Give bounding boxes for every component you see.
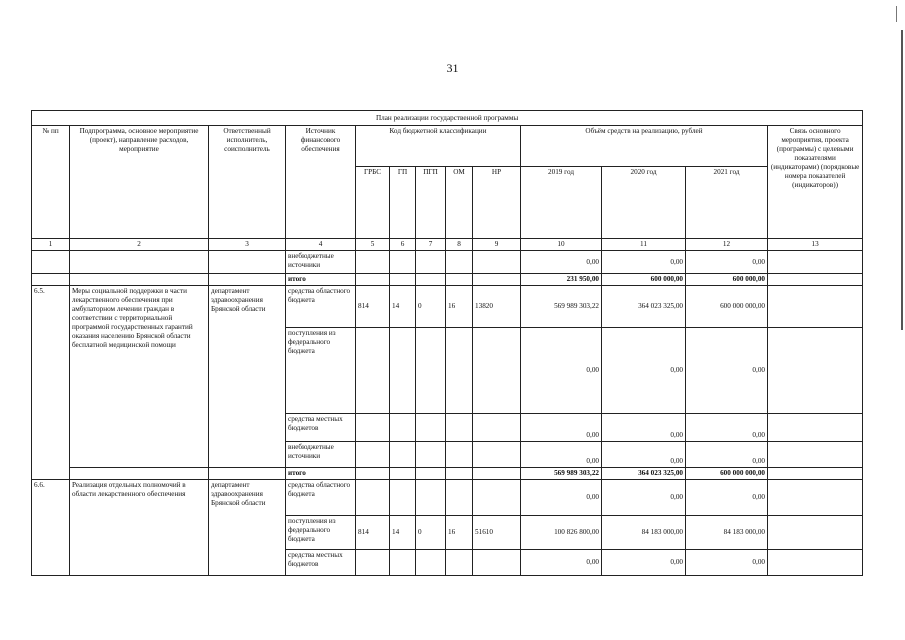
value-2021: 0,00 — [686, 328, 768, 414]
value-2020: 0,00 — [602, 414, 686, 442]
item-number: 6.6. — [32, 480, 70, 576]
source-cell: средства областного бюджета — [286, 286, 356, 328]
grbs-cell: 814 — [356, 286, 390, 328]
source-cell: внебюджетные источники — [286, 442, 356, 468]
value-2019: 100 826 800,00 — [521, 516, 602, 550]
value-2021: 0,00 — [686, 251, 768, 274]
value-2019: 0,00 — [521, 480, 602, 516]
source-cell: внебюджетные источники — [286, 251, 356, 274]
col-number: 6 — [390, 239, 416, 251]
pgp-cell: 0 — [416, 286, 446, 328]
col-number: 9 — [473, 239, 521, 251]
value-2021: 0,00 — [686, 550, 768, 576]
total-2019: 231 950,00 — [521, 274, 602, 286]
value-2020: 0,00 — [602, 251, 686, 274]
total-2020: 364 023 325,00 — [602, 468, 686, 480]
nr-cell: 51610 — [473, 516, 521, 550]
source-cell: средства местных бюджетов — [286, 414, 356, 442]
value-2021: 0,00 — [686, 480, 768, 516]
header-2021: 2021 год — [686, 167, 768, 239]
header-source: Источник финансового обеспечения — [286, 126, 356, 239]
total-2019: 569 989 303,22 — [521, 468, 602, 480]
table-row — [32, 480, 863, 516]
value-2020: 0,00 — [602, 328, 686, 414]
total-label: итого — [286, 468, 356, 480]
col-number: 3 — [209, 239, 286, 251]
header-link: Связь основного мероприятия, проекта (программы) с целевыми показателями (индикаторами) (порядковые номера показателей (индикаторов)) — [768, 126, 863, 239]
source-cell: поступления из федерального бюджета — [286, 516, 356, 550]
col-number: 7 — [416, 239, 446, 251]
col-number: 10 — [521, 239, 602, 251]
om-cell: 16 — [446, 516, 473, 550]
col-number: 8 — [446, 239, 473, 251]
table-title: План реализации государственной программы — [32, 111, 863, 126]
col-number: 13 — [768, 239, 863, 251]
col-number: 5 — [356, 239, 390, 251]
header-pgp: ПГП — [416, 167, 446, 239]
item-number: 6.5. — [32, 286, 70, 480]
header-executor: Ответственный исполнитель, соисполнитель — [209, 126, 286, 239]
header-grbs: ГРБС — [356, 167, 390, 239]
value-2020: 0,00 — [602, 550, 686, 576]
value-2020: 84 183 000,00 — [602, 516, 686, 550]
value-2021: 600 000 000,00 — [686, 286, 768, 328]
gp-cell: 14 — [390, 516, 416, 550]
value-2020: 0,00 — [602, 480, 686, 516]
value-2019: 0,00 — [521, 328, 602, 414]
item-executor: департамент здравоохранения Брянской области — [209, 480, 286, 576]
header-nr: НР — [473, 167, 521, 239]
nr-cell: 13820 — [473, 286, 521, 328]
value-2021: 0,00 — [686, 442, 768, 468]
pgp-cell: 0 — [416, 516, 446, 550]
column-number-row — [32, 239, 863, 251]
total-2020: 600 000,00 — [602, 274, 686, 286]
table-row — [32, 251, 863, 274]
header-gp: ГП — [390, 167, 416, 239]
header-budget-code: Код бюджетной классификации — [356, 126, 521, 167]
value-2019: 0,00 — [521, 442, 602, 468]
item-executor: департамент здравоохранения Брянской области — [209, 286, 286, 468]
value-2019: 0,00 — [521, 414, 602, 442]
value-2020: 364 023 325,00 — [602, 286, 686, 328]
source-cell: средства местных бюджетов — [286, 550, 356, 576]
item-name: Реализация отдельных полномочий в области лекарственного обеспечения — [70, 480, 209, 576]
value-2021: 84 183 000,00 — [686, 516, 768, 550]
col-number: 12 — [686, 239, 768, 251]
col-number: 2 — [70, 239, 209, 251]
grbs-cell: 814 — [356, 516, 390, 550]
om-cell: 16 — [446, 286, 473, 328]
value-2019: 0,00 — [521, 550, 602, 576]
value-2019: 569 989 303,22 — [521, 286, 602, 328]
header-subprogram: Подпрограмма, основное мероприятие (проект), направление расходов, мероприятие — [70, 126, 209, 239]
header-2020: 2020 год — [602, 167, 686, 239]
total-row — [32, 468, 863, 480]
header-2019: 2019 год — [521, 167, 602, 239]
total-row — [32, 274, 863, 286]
value-2019: 0,00 — [521, 251, 602, 274]
program-plan-table — [31, 110, 863, 576]
page-number: 31 — [446, 61, 459, 75]
header-num: № пп — [32, 126, 70, 239]
col-number: 1 — [32, 239, 70, 251]
total-label: итого — [286, 274, 356, 286]
table-row — [32, 286, 863, 328]
total-2021: 600 000 000,00 — [686, 468, 768, 480]
item-name: Меры социальной поддержки в части лекарственного обеспечения при амбулаторном лечении граждан в соответствии с территориальной программой государственных гарантий оказания населению Брянской области бесплатной медицинской помощи — [70, 286, 209, 468]
value-2021: 0,00 — [686, 414, 768, 442]
header-om: ОМ — [446, 167, 473, 239]
gp-cell: 14 — [390, 286, 416, 328]
total-2021: 600 000,00 — [686, 274, 768, 286]
header-funds: Объём средств на реализацию, рублей — [521, 126, 768, 167]
value-2020: 0,00 — [602, 442, 686, 468]
source-cell: средства областного бюджета — [286, 480, 356, 516]
col-number: 11 — [602, 239, 686, 251]
scan-edge-tick — [896, 6, 897, 22]
source-cell: поступления из федерального бюджета — [286, 328, 356, 414]
col-number: 4 — [286, 239, 356, 251]
